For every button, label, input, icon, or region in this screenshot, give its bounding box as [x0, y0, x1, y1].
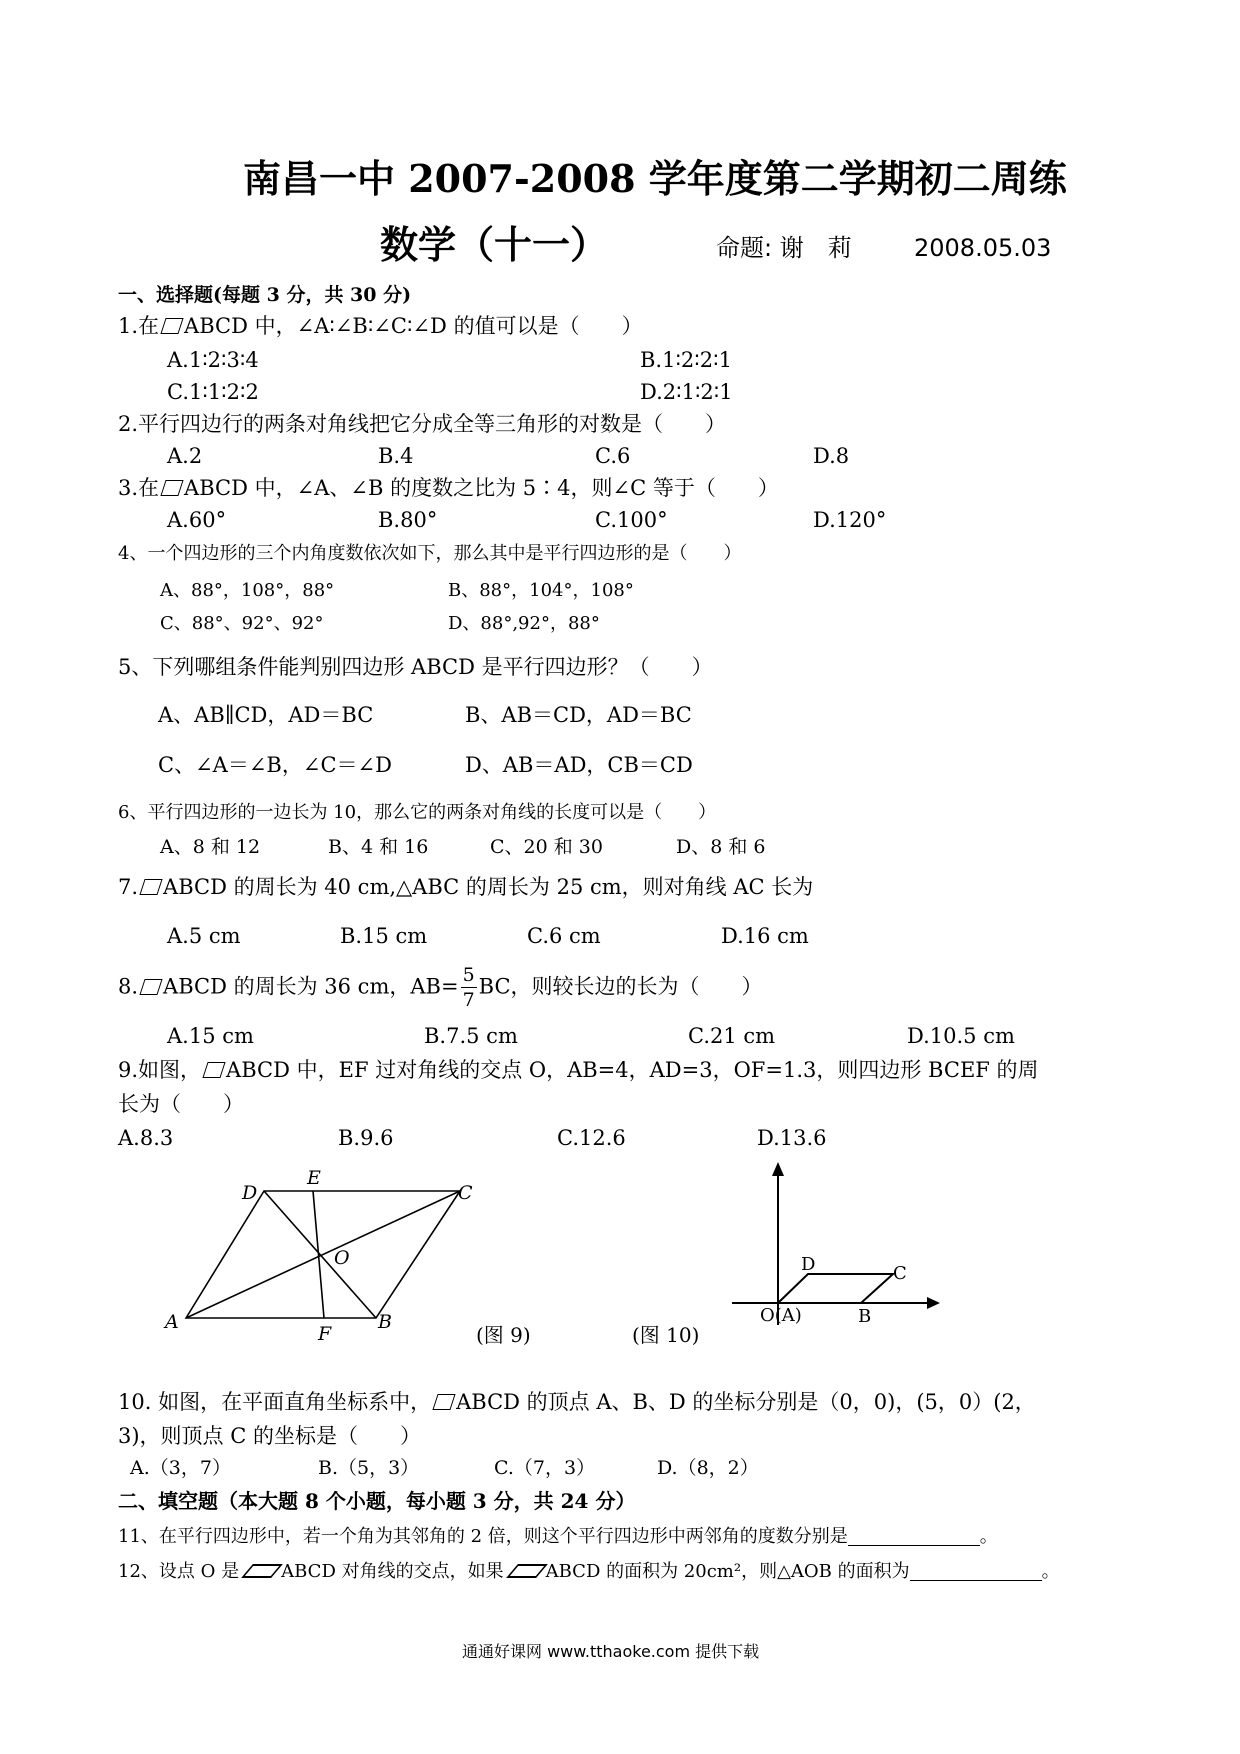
question-5: 5、下列哪组条件能判别四边形 ABCD 是平行四边形？（ ）: [118, 655, 713, 679]
q6-option-b: B、4 和 16: [328, 836, 429, 858]
label-f: F: [318, 1323, 332, 1345]
author-label: 命题: 谢 莉: [716, 234, 852, 262]
q7-option-a: A.5 cm: [167, 924, 241, 948]
q9-option-d: D.13.6: [757, 1126, 827, 1150]
parallelogram-icon: [506, 1564, 548, 1578]
q3-option-a: A.60°: [167, 508, 227, 532]
diagonal-bd: [264, 1191, 376, 1318]
parallelogram-icon: [139, 879, 162, 895]
q5-option-c: C、∠A＝∠B，∠C＝∠D: [158, 753, 392, 777]
q1-option-a: A.1∶2∶3∶4: [167, 348, 259, 372]
q6-option-d: D、8 和 6: [676, 836, 766, 858]
parallelogram-abcd: [186, 1191, 460, 1318]
q2-option-a: A.2: [167, 444, 203, 468]
q10-option-a: A.（3，7）: [130, 1457, 231, 1479]
answer-blank-11[interactable]: [848, 1527, 980, 1546]
parallelogram-icon: [432, 1394, 455, 1410]
question-6: 6、平行四边形的一边长为 10，那么它的两条对角线的长度可以是（ ）: [118, 802, 717, 823]
question-3: 3.在 ABCD 中，∠A、∠B 的度数之比为 5∶4，则∠C 等于（ ）: [118, 476, 779, 500]
question-12: 12、设点 O 是 ABCD 对角线的交点，如果 ABCD 的面积为 20cm²，则△AOB 的面积为 。: [118, 1561, 1060, 1582]
answer-blank-12[interactable]: [910, 1562, 1042, 1581]
section1-heading: 一、选择题(每题 3 分，共 30 分): [118, 284, 412, 306]
label-c: C: [458, 1182, 473, 1204]
label-e: E: [307, 1167, 321, 1189]
q4-option-a: A、88°，108°，88°: [160, 580, 335, 601]
q8-option-d: D.10.5 cm: [907, 1024, 1015, 1048]
q7-option-c: C.6 cm: [527, 924, 601, 948]
q3-option-c: C.100°: [595, 508, 668, 532]
y-axis-arrow: [772, 1162, 784, 1176]
footer-text: 通通好课网 www.tthaoke.com 提供下载: [462, 1642, 760, 1661]
parallelogram-icon: [160, 318, 183, 334]
q1-option-d: D.2∶1∶2∶1: [640, 380, 733, 404]
parallelogram-abcd-coord: [778, 1274, 893, 1303]
q6-option-c: C、20 和 30: [490, 836, 603, 858]
q1-option-c: C.1∶1∶2∶2: [167, 380, 259, 404]
q10-option-d: D.（8，2）: [657, 1457, 759, 1479]
question-7: 7. ABCD 的周长为 40 cm,△ABC 的周长为 25 cm，则对角线 AC 长为: [118, 875, 814, 899]
q9-option-b: B.9.6: [338, 1126, 394, 1150]
page-title: 南昌一中 2007-2008 学年度第二学期初二周练: [243, 156, 1067, 201]
question-2: 2.平行四边行的两条对角线把它分成全等三角形的对数是（ ）: [118, 412, 727, 436]
segment-ef: [313, 1191, 324, 1318]
parallelogram-icon: [202, 1062, 225, 1078]
q10-option-b: B.（5，3）: [318, 1457, 420, 1479]
parallelogram-icon: [160, 480, 183, 496]
q8-option-b: B.7.5 cm: [424, 1024, 518, 1048]
question-4: 4、一个四边形的三个内角度数依次如下，那么其中是平行四边形的是（ ）: [118, 543, 742, 564]
parallelogram-icon: [241, 1564, 283, 1578]
q7-option-d: D.16 cm: [721, 924, 809, 948]
q1-option-b: B.1∶2∶2∶1: [640, 348, 732, 372]
q2-option-d: D.8: [813, 444, 850, 468]
label-c-coord: C: [893, 1263, 907, 1284]
question-8: 8. ABCD 的周长为 36 cm，AB= $\frac{5}{7}$ BC，则较长边的长为（ ）: [118, 964, 763, 1011]
question-1: 1.在 ABCD 中，∠A∶∠B∶∠C∶∠D 的值可以是（ ）: [118, 314, 643, 338]
label-o: O: [334, 1247, 350, 1269]
question-11: 11、在平行四边形中，若一个角为其邻角的 2 倍，则这个平行四边形中两邻角的度数分别是 。: [118, 1526, 998, 1547]
date-label: 2008.05.03: [914, 234, 1052, 262]
x-axis-arrow: [927, 1297, 940, 1309]
section2-heading: 二、填空题（本大题 8 个小题，每小题 3 分，共 24 分）: [118, 1489, 636, 1513]
subject-title: 数学（十一）: [380, 222, 609, 267]
label-b-coord: B: [858, 1306, 872, 1327]
label-a: A: [165, 1311, 179, 1333]
q4-option-b: B、88°，104°，108°: [448, 580, 634, 601]
q4-option-d: D、88°,92°，88°: [448, 613, 600, 634]
question-9-line2: 长为（ ）: [118, 1092, 244, 1116]
question-10-line2: 3)，则顶点 C 的坐标是（ ）: [118, 1424, 421, 1448]
q9-option-a: A.8.3: [118, 1126, 174, 1150]
q7-option-b: B.15 cm: [340, 924, 428, 948]
q6-option-a: A、8 和 12: [160, 836, 261, 858]
q4-option-c: C、88°、92°、92°: [160, 613, 324, 634]
figure-9-caption: (图 9): [476, 1323, 531, 1347]
diagonal-ac: [186, 1191, 460, 1318]
fraction: $\frac{5}{7}$: [462, 964, 475, 1011]
figure-10-caption: (图 10): [632, 1323, 700, 1347]
q3-option-b: B.80°: [378, 508, 438, 532]
question-10: 10. 如图，在平面直角坐标系中， ABCD 的顶点 A、B、D 的坐标分别是（0，0)，(5，0）(2，: [118, 1390, 1036, 1414]
label-oa-coord: O(A): [760, 1305, 802, 1326]
label-d: D: [242, 1182, 258, 1204]
question-9: 9.如图， ABCD 中，EF 过对角线的交点 O，AB=4，AD=3，OF=1.3，则四边形 BCEF 的周: [118, 1058, 1039, 1082]
q2-option-b: B.4: [378, 444, 414, 468]
q5-option-b: B、AB＝CD，AD＝BC: [465, 703, 692, 727]
q8-option-a: A.15 cm: [167, 1024, 254, 1048]
q3-option-d: D.120°: [813, 508, 887, 532]
parallelogram-icon: [139, 979, 162, 995]
q9-option-c: C.12.6: [557, 1126, 626, 1150]
label-b: B: [378, 1311, 392, 1333]
q5-option-d: D、AB＝AD，CB＝CD: [465, 753, 693, 777]
q5-option-a: A、AB∥CD，AD＝BC: [158, 703, 374, 727]
q8-option-c: C.21 cm: [688, 1024, 776, 1048]
q10-option-c: C.（7，3）: [494, 1457, 596, 1479]
label-d-coord: D: [801, 1254, 816, 1275]
q2-option-c: C.6: [595, 444, 631, 468]
